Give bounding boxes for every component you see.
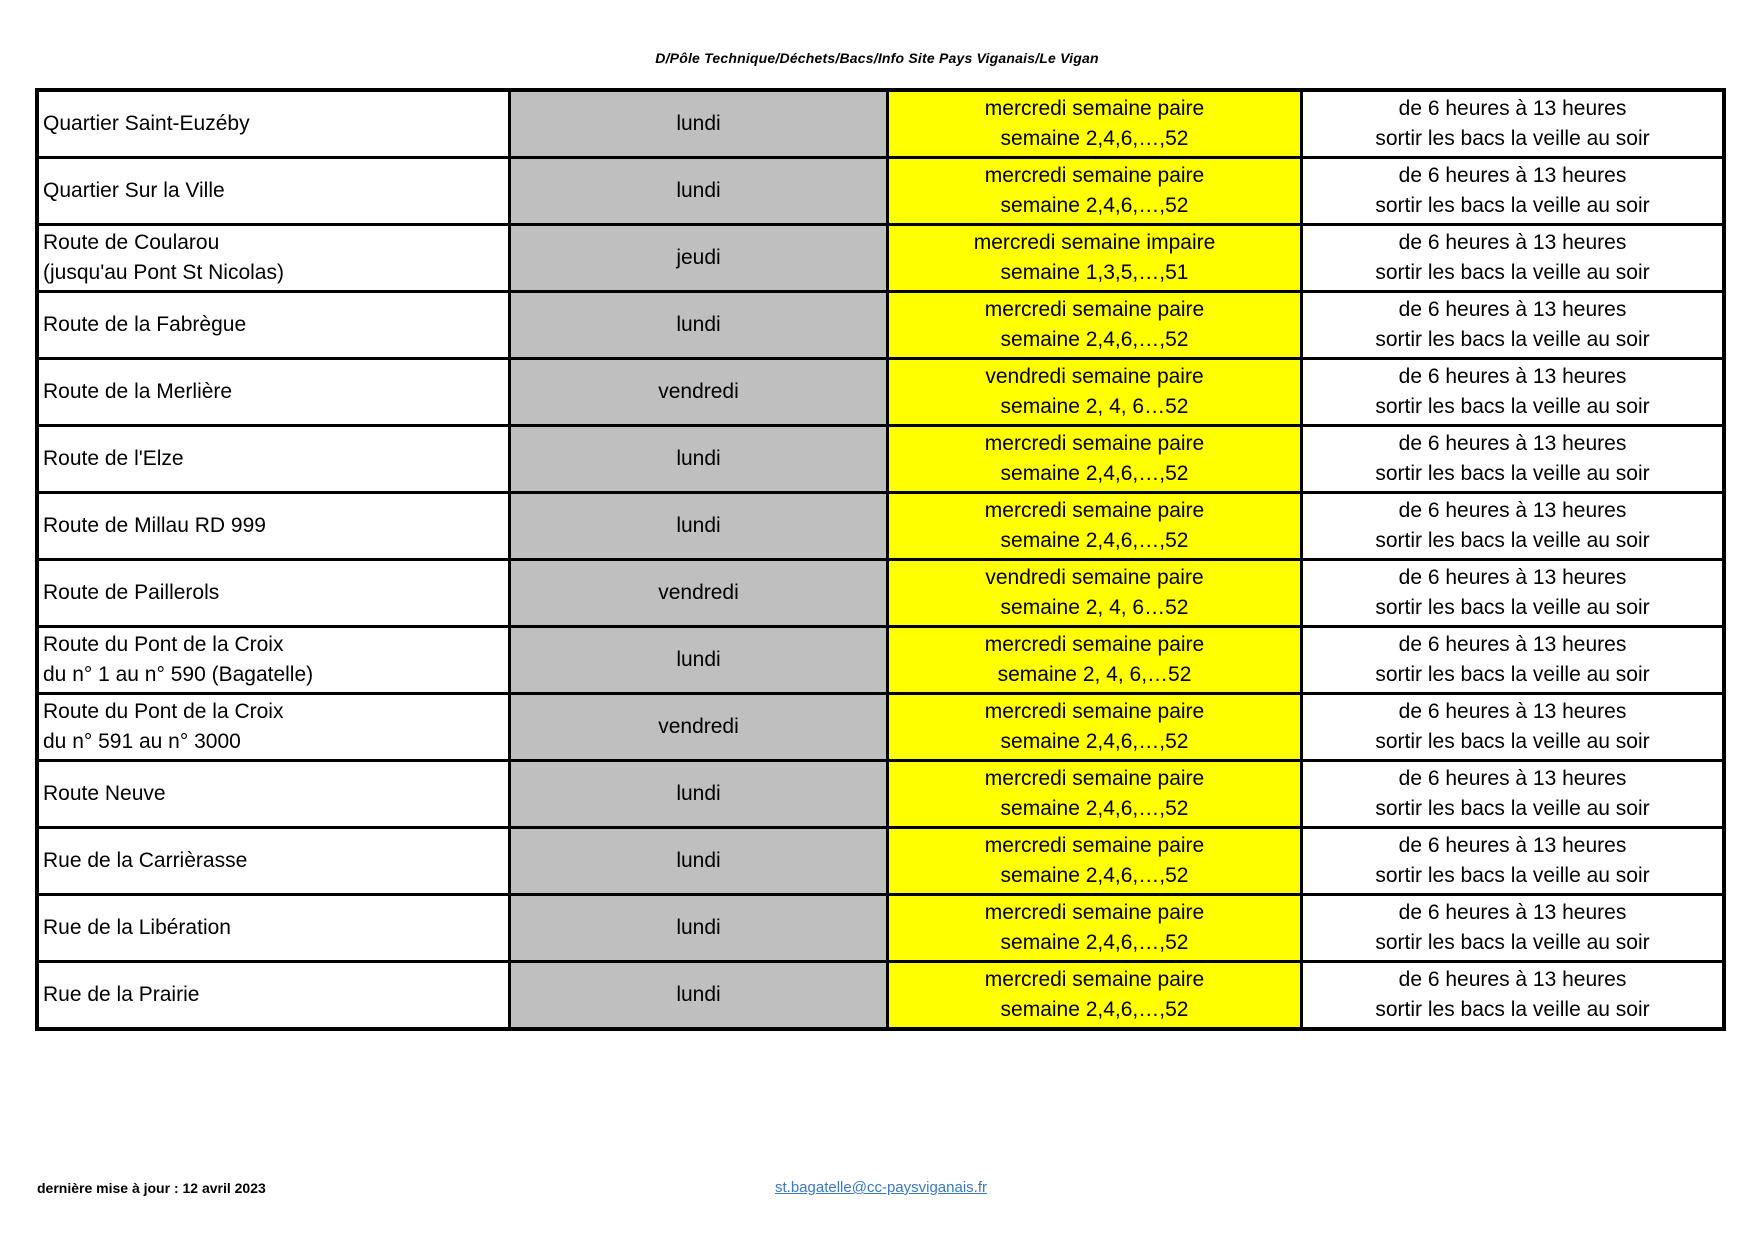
- sorted-waste-day-cell: [888, 828, 1302, 895]
- table-row: [37, 292, 1724, 359]
- table-row: [37, 493, 1724, 560]
- collection-hours-line: de 6 heures à 13 heures: [1398, 298, 1627, 321]
- collection-hours-line: sortir les bacs la veille au soir: [1375, 864, 1650, 887]
- collection-hours-line: sortir les bacs la veille au soir: [1375, 529, 1650, 552]
- household-waste-day-label: lundi: [676, 313, 721, 336]
- collection-hours-line: de 6 heures à 13 heures: [1398, 499, 1627, 522]
- collection-hours-line: de 6 heures à 13 heures: [1398, 566, 1627, 589]
- street-line: du n° 591 au n° 3000: [43, 730, 241, 753]
- table-row: [37, 426, 1724, 493]
- contact-email-link[interactable]: st.bagatelle@cc-paysviganais.fr: [775, 1179, 987, 1196]
- sorted-waste-day-line: semaine 2,4,6,…,52: [1000, 864, 1189, 887]
- table-row: [37, 359, 1724, 426]
- sorted-waste-day-cell: [888, 225, 1302, 292]
- household-waste-day-label: lundi: [676, 648, 721, 671]
- household-waste-day-cell: [510, 895, 888, 962]
- table-row: [37, 560, 1724, 627]
- collection-hours-cell: [1302, 90, 1725, 158]
- street-line: Route de Coularou: [43, 231, 220, 254]
- sorted-waste-day-line: semaine 2,4,6,…,52: [1000, 194, 1189, 217]
- sorted-waste-day-line: mercredi semaine paire: [984, 834, 1205, 857]
- household-waste-day-cell: [510, 962, 888, 1030]
- sorted-waste-day-cell: [888, 627, 1302, 694]
- collection-hours-line: de 6 heures à 13 heures: [1398, 968, 1627, 991]
- sorted-waste-day-line: mercredi semaine paire: [984, 97, 1205, 120]
- collection-hours-line: sortir les bacs la veille au soir: [1375, 328, 1650, 351]
- sorted-waste-day-cell: [888, 895, 1302, 962]
- street-cell: [37, 627, 510, 694]
- table-row: [37, 225, 1724, 292]
- household-waste-day-label: lundi: [676, 782, 721, 805]
- sorted-waste-day-line: semaine 2,4,6,…,52: [1000, 730, 1189, 753]
- street-cell: [37, 828, 510, 895]
- household-waste-day-label: lundi: [676, 983, 721, 1006]
- table-row: [37, 761, 1724, 828]
- street-cell: [37, 895, 510, 962]
- page-header-path: D/Pôle Technique/Déchets/Bacs/Info Site Pays Viganais/Le Vigan: [655, 50, 1099, 66]
- household-waste-day-cell: [510, 761, 888, 828]
- street-line: (jusqu'au Pont St Nicolas): [43, 261, 284, 284]
- street-cell: [37, 560, 510, 627]
- street-cell: [37, 90, 510, 158]
- street-line: Rue de la Carrièrasse: [43, 849, 248, 872]
- household-waste-day-cell: [510, 292, 888, 359]
- household-waste-day-label: lundi: [676, 916, 721, 939]
- collection-hours-cell: [1302, 895, 1725, 962]
- street-line: Rue de la Prairie: [43, 983, 200, 1006]
- collection-hours-cell: [1302, 426, 1725, 493]
- table-row: [37, 828, 1724, 895]
- collection-hours-line: sortir les bacs la veille au soir: [1375, 596, 1650, 619]
- sorted-waste-day-cell: [888, 694, 1302, 761]
- collection-hours-cell: [1302, 694, 1725, 761]
- street-cell: [37, 493, 510, 560]
- collection-hours-cell: [1302, 962, 1725, 1030]
- sorted-waste-day-cell: [888, 359, 1302, 426]
- sorted-waste-day-line: mercredi semaine paire: [984, 700, 1205, 723]
- collection-hours-line: de 6 heures à 13 heures: [1398, 633, 1627, 656]
- sorted-waste-day-line: mercredi semaine paire: [984, 968, 1205, 991]
- street-line: Quartier Sur la Ville: [43, 179, 225, 202]
- collection-hours-line: de 6 heures à 13 heures: [1398, 700, 1627, 723]
- street-cell: [37, 158, 510, 225]
- sorted-waste-day-cell: [888, 158, 1302, 225]
- household-waste-day-cell: [510, 359, 888, 426]
- street-line: Route de l'Elze: [43, 447, 184, 470]
- household-waste-day-cell: [510, 560, 888, 627]
- sorted-waste-day-cell: [888, 560, 1302, 627]
- sorted-waste-day-cell: [888, 90, 1302, 158]
- street-cell: [37, 426, 510, 493]
- street-cell: [37, 359, 510, 426]
- collection-hours-line: sortir les bacs la veille au soir: [1375, 462, 1650, 485]
- street-line: Route Neuve: [43, 782, 166, 805]
- sorted-waste-day-line: semaine 2,4,6,…,52: [1000, 529, 1189, 552]
- collection-hours-cell: [1302, 828, 1725, 895]
- sorted-waste-day-line: mercredi semaine paire: [984, 432, 1205, 455]
- collection-hours-line: de 6 heures à 13 heures: [1398, 767, 1627, 790]
- collection-hours-line: sortir les bacs la veille au soir: [1375, 127, 1650, 150]
- collection-hours-line: sortir les bacs la veille au soir: [1375, 194, 1650, 217]
- street-cell: [37, 761, 510, 828]
- street-line: Quartier Saint-Euzéby: [43, 112, 250, 135]
- sorted-waste-day-cell: [888, 493, 1302, 560]
- table-row: [37, 627, 1724, 694]
- sorted-waste-day-line: mercredi semaine paire: [984, 901, 1205, 924]
- household-waste-day-label: jeudi: [676, 246, 721, 269]
- sorted-waste-day-line: semaine 2, 4, 6…52: [1000, 596, 1189, 619]
- collection-hours-cell: [1302, 225, 1725, 292]
- collection-hours-line: de 6 heures à 13 heures: [1398, 432, 1627, 455]
- street-line: Route de la Fabrègue: [43, 313, 247, 336]
- sorted-waste-day-line: semaine 2, 4, 6…52: [1000, 395, 1189, 418]
- collection-hours-line: de 6 heures à 13 heures: [1398, 834, 1627, 857]
- sorted-waste-day-line: mercredi semaine paire: [984, 298, 1205, 321]
- table-row: [37, 895, 1724, 962]
- street-cell: [37, 292, 510, 359]
- sorted-waste-day-line: mercredi semaine paire: [984, 767, 1205, 790]
- household-waste-day-cell: [510, 828, 888, 895]
- household-waste-day-label: lundi: [676, 849, 721, 872]
- sorted-waste-day-line: semaine 2,4,6,…,52: [1000, 998, 1189, 1021]
- street-line: Route du Pont de la Croix: [43, 700, 284, 723]
- household-waste-day-cell: [510, 493, 888, 560]
- household-waste-day-cell: [510, 90, 888, 158]
- street-cell: [37, 962, 510, 1030]
- collection-hours-line: de 6 heures à 13 heures: [1398, 164, 1627, 187]
- household-waste-day-cell: [510, 694, 888, 761]
- collection-hours-cell: [1302, 158, 1725, 225]
- sorted-waste-day-line: mercredi semaine paire: [984, 164, 1205, 187]
- sorted-waste-day-line: semaine 2, 4, 6,…52: [997, 663, 1192, 686]
- collection-hours-line: sortir les bacs la veille au soir: [1375, 663, 1650, 686]
- household-waste-day-label: lundi: [676, 514, 721, 537]
- table-row: [37, 90, 1724, 158]
- sorted-waste-day-line: mercredi semaine impaire: [973, 231, 1216, 254]
- sorted-waste-day-line: mercredi semaine paire: [984, 499, 1205, 522]
- sorted-waste-day-line: semaine 1,3,5,…,51: [1000, 261, 1189, 284]
- collection-hours-cell: [1302, 359, 1725, 426]
- household-waste-day-label: vendredi: [658, 380, 739, 403]
- street-line: Route de la Merlière: [43, 380, 233, 403]
- collection-hours-line: sortir les bacs la veille au soir: [1375, 931, 1650, 954]
- sorted-waste-day-cell: [888, 426, 1302, 493]
- sorted-waste-day-line: semaine 2,4,6,…,52: [1000, 462, 1189, 485]
- sorted-waste-day-line: vendredi semaine paire: [985, 566, 1204, 589]
- household-waste-day-label: vendredi: [658, 581, 739, 604]
- household-waste-day-label: lundi: [676, 179, 721, 202]
- household-waste-day-cell: [510, 627, 888, 694]
- street-line: Route du Pont de la Croix: [43, 633, 284, 656]
- collection-hours-cell: [1302, 493, 1725, 560]
- collection-hours-line: sortir les bacs la veille au soir: [1375, 730, 1650, 753]
- table-row: [37, 962, 1724, 1030]
- collection-schedule-table: [35, 88, 1726, 1031]
- collection-hours-cell: [1302, 560, 1725, 627]
- sorted-waste-day-cell: [888, 292, 1302, 359]
- schedule-body: [37, 90, 1724, 1029]
- household-waste-day-label: lundi: [676, 112, 721, 135]
- sorted-waste-day-line: vendredi semaine paire: [985, 365, 1204, 388]
- sorted-waste-day-line: mercredi semaine paire: [984, 633, 1205, 656]
- household-waste-day-cell: [510, 158, 888, 225]
- household-waste-day-label: vendredi: [658, 715, 739, 738]
- collection-hours-line: de 6 heures à 13 heures: [1398, 97, 1627, 120]
- table-row: [37, 158, 1724, 225]
- collection-hours-cell: [1302, 292, 1725, 359]
- street-line: du n° 1 au n° 590 (Bagatelle): [43, 663, 314, 686]
- sorted-waste-day-line: semaine 2,4,6,…,52: [1000, 328, 1189, 351]
- collection-hours-line: sortir les bacs la veille au soir: [1375, 797, 1650, 820]
- sorted-waste-day-line: semaine 2,4,6,…,52: [1000, 931, 1189, 954]
- collection-hours-line: de 6 heures à 13 heures: [1398, 365, 1627, 388]
- street-cell: [37, 225, 510, 292]
- sorted-waste-day-cell: [888, 761, 1302, 828]
- collection-hours-cell: [1302, 761, 1725, 828]
- sorted-waste-day-line: semaine 2,4,6,…,52: [1000, 127, 1189, 150]
- table-row: [37, 694, 1724, 761]
- household-waste-day-label: lundi: [676, 447, 721, 470]
- last-update-date: dernière mise à jour : 12 avril 2023: [37, 1180, 266, 1196]
- street-line: Rue de la Libération: [43, 916, 231, 939]
- collection-hours-line: de 6 heures à 13 heures: [1398, 901, 1627, 924]
- sorted-waste-day-cell: [888, 962, 1302, 1030]
- street-line: Route de Millau RD 999: [43, 514, 266, 537]
- household-waste-day-cell: [510, 225, 888, 292]
- street-line: Route de Paillerols: [43, 581, 220, 604]
- street-cell: [37, 694, 510, 761]
- household-waste-day-cell: [510, 426, 888, 493]
- collection-hours-line: sortir les bacs la veille au soir: [1375, 998, 1650, 1021]
- collection-hours-line: sortir les bacs la veille au soir: [1375, 395, 1650, 418]
- collection-hours-cell: [1302, 627, 1725, 694]
- collection-hours-line: sortir les bacs la veille au soir: [1375, 261, 1650, 284]
- collection-hours-line: de 6 heures à 13 heures: [1398, 231, 1627, 254]
- sorted-waste-day-line: semaine 2,4,6,…,52: [1000, 797, 1189, 820]
